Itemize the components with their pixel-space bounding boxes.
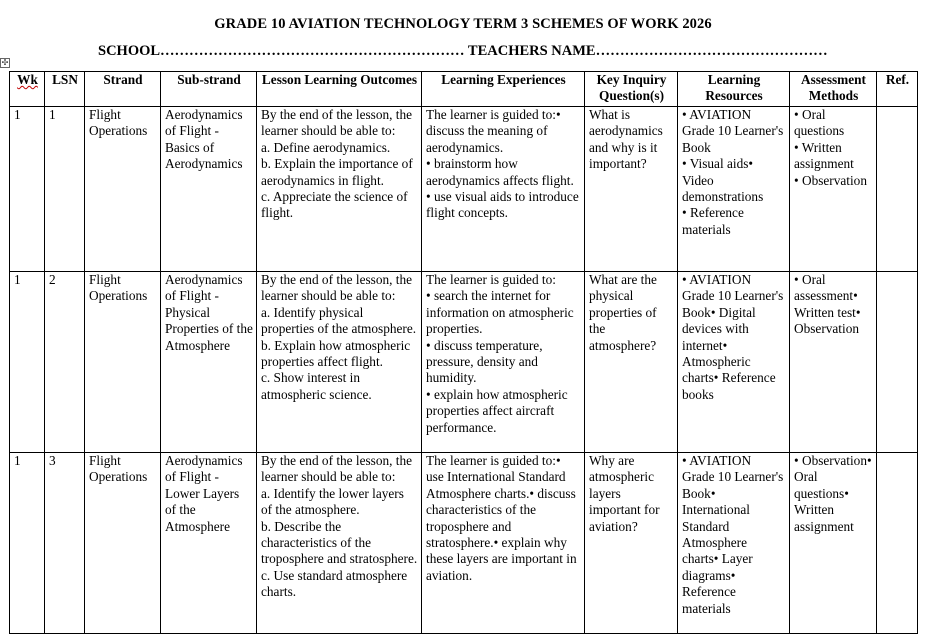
experience-line: • explain how atmospheric properties affect aircraft performance. — [426, 386, 568, 435]
cell-sub-strand: Aerodynamics of Flight - Lower Layers of the Atmosphere — [161, 453, 257, 634]
document-title: GRADE 10 AVIATION TECHNOLOGY TERM 3 SCHEMES OF WORK 2026 — [214, 16, 712, 32]
header-wk — [10, 72, 45, 107]
cell-strand: Flight Operations — [85, 272, 161, 453]
outcome-line: c. Use standard atmosphere charts. — [261, 567, 408, 600]
cell-wk: 1 — [10, 453, 45, 634]
cell-inquiry: What are the physical properties of the atmosphere? — [585, 272, 678, 453]
header-assessment: Assessment Methods — [790, 72, 877, 107]
resource-line: • Visual aids• Video demonstrations — [682, 156, 764, 205]
experience-line: The learner is guided to:• use International Standard Atmosphere charts.• discuss characteristics of the troposphere and stratosphere.• explain why these layers are important in aviation. — [426, 453, 577, 583]
experience-line: The learner is guided to: — [426, 272, 556, 287]
experience-line: • brainstorm how aerodynamics affects flight. — [426, 156, 574, 188]
cell-ref — [877, 272, 918, 453]
cell-experiences — [422, 272, 585, 453]
header-ref: Ref. — [877, 72, 918, 107]
cell-sub-strand: Aerodynamics of Flight - Physical Properties of the Atmosphere — [161, 272, 257, 453]
cell-ref — [877, 107, 918, 272]
table-row — [10, 453, 918, 634]
cell-lsn: 2 — [45, 272, 85, 453]
experience-line: • search the internet for information on atmospheric properties. — [426, 288, 574, 337]
assessment-line: • Written assignment — [794, 139, 854, 172]
school-teacher-line: SCHOOL……………………………………………………… TEACHERS NAME………………………………………… — [98, 43, 828, 59]
table-header-row — [10, 72, 918, 107]
cell-inquiry: Why are atmospheric layers important for aviation? — [585, 453, 678, 634]
cell-experiences — [422, 453, 585, 634]
outcome-line: a. Identify the lower layers of the atmosphere. — [261, 485, 404, 518]
resource-line: • AVIATION Grade 10 Learner's Book• International Standard Atmosphere charts• Layer diagrams• Reference materials — [682, 453, 784, 616]
outcome-line: c. Appreciate the science of flight. — [261, 189, 408, 221]
outcome-line: a. Define aerodynamics. — [261, 139, 391, 155]
experience-line: • use visual aids to introduce flight concepts. — [426, 189, 579, 221]
assessment-line: • Observation• Oral questions• Written assignment — [794, 453, 872, 534]
header-lsn: LSN — [45, 72, 85, 107]
schemes-of-work-table — [9, 71, 918, 634]
header-sub-strand: Sub-strand — [161, 72, 257, 107]
cell-outcomes — [257, 107, 422, 272]
cell-ref — [877, 453, 918, 634]
outcome-line: By the end of the lesson, the learner should be able to: — [261, 453, 413, 485]
table-row — [10, 107, 918, 272]
assessment-line: • Oral questions — [794, 107, 845, 139]
outcome-line: a. Identify physical properties of the atmosphere. — [261, 304, 417, 337]
cell-strand: Flight Operations — [85, 453, 161, 634]
header-inquiry: Key Inquiry Question(s) — [585, 72, 678, 107]
cell-resources — [678, 453, 790, 634]
header-resources: Learning Resources — [678, 72, 790, 107]
cell-outcomes — [257, 453, 422, 634]
cell-assessment — [790, 272, 877, 453]
table-row — [10, 272, 918, 453]
assessment-line: • Oral assessment• Written test• Observation — [794, 272, 861, 337]
table-move-handle-icon[interactable]: ✣ — [1, 58, 9, 67]
cell-wk: 1 — [10, 272, 45, 453]
cell-lsn: 3 — [45, 453, 85, 634]
cell-sub-strand: Aerodynamics of Flight - Basics of Aerodynamics — [161, 107, 257, 272]
header-strand: Strand — [85, 72, 161, 107]
cell-wk: 1 — [10, 107, 45, 272]
cell-experiences — [422, 107, 585, 272]
header-outcomes: Lesson Learning Outcomes — [257, 72, 422, 107]
experience-line: • discuss temperature, pressure, density and humidity. — [426, 337, 543, 386]
resource-line: • AVIATION Grade 10 Learner's Book — [682, 107, 784, 155]
resource-line: • AVIATION Grade 10 Learner's Book• Digital devices with internet• Atmospheric charts• Reference books — [682, 272, 784, 402]
cell-outcomes — [257, 272, 422, 453]
cell-resources — [678, 272, 790, 453]
resource-line: • Reference materials — [682, 205, 744, 237]
header-wk-label: Wk — [17, 72, 38, 87]
outcome-line: b. Describe the characteristics of the troposphere and stratosphere. — [261, 518, 418, 567]
outcome-line: b. Explain the importance of aerodynamics in flight. — [261, 156, 413, 188]
header-experiences: Learning Experiences — [422, 72, 585, 107]
cell-resources — [678, 107, 790, 272]
experience-line: The learner is guided to:• discuss the meaning of aerodynamics. — [426, 107, 561, 155]
outcome-line: By the end of the lesson, the learner should be able to: — [261, 272, 413, 304]
cell-lsn: 1 — [45, 107, 85, 272]
outcome-line: b. Explain how atmospheric properties affect flight. — [261, 337, 411, 370]
cell-assessment — [790, 107, 877, 272]
assessment-line: • Observation — [794, 172, 867, 188]
cell-assessment — [790, 453, 877, 634]
outcome-line: By the end of the lesson, the learner should be able to: — [261, 107, 413, 139]
cell-inquiry: What is aerodynamics and why is it important? — [585, 107, 678, 272]
cell-strand: Flight Operations — [85, 107, 161, 272]
outcome-line: c. Show interest in atmospheric science. — [261, 370, 372, 402]
